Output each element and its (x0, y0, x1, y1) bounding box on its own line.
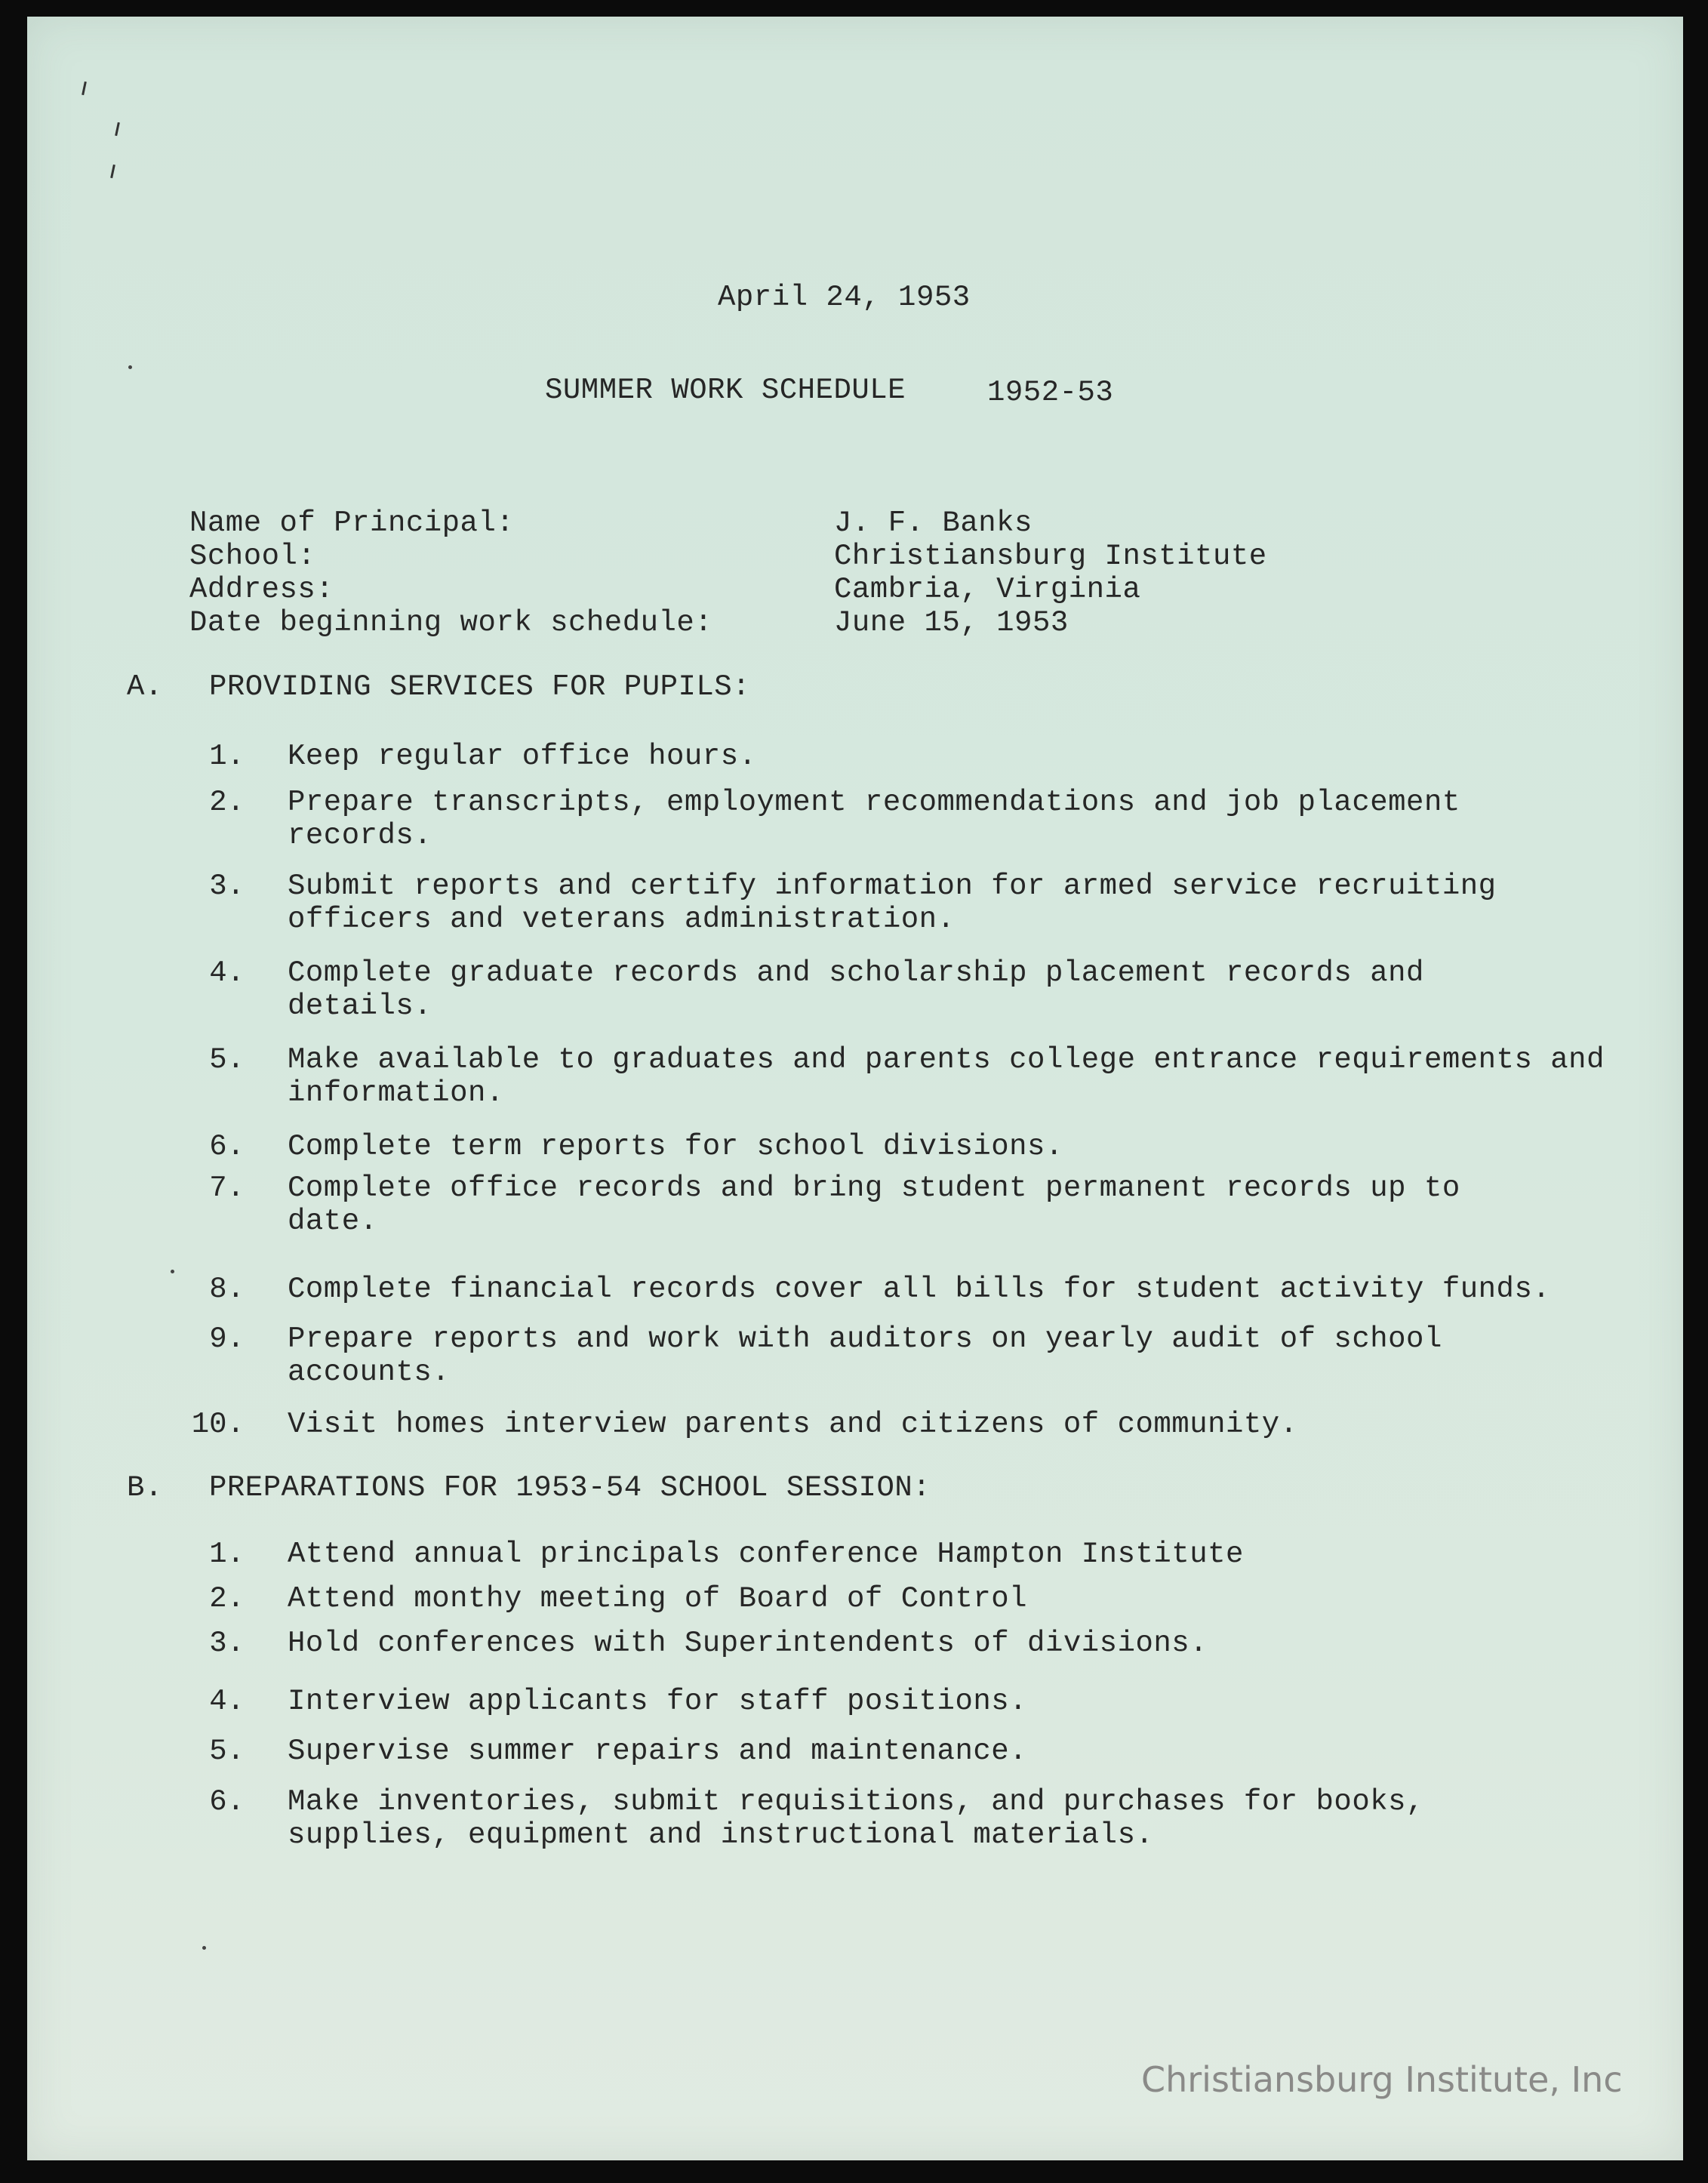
item-number: 5. (209, 1043, 245, 1076)
item-number: 3. (209, 870, 245, 903)
info-value-principal: J. F. Banks (834, 506, 1032, 540)
list-item: Complete financial records cover all bills for student activity funds. (288, 1273, 1551, 1306)
list-item: Submit reports and certify information for armed service recruiting officers and veterans administration. (288, 870, 1497, 936)
item-number: 3. (209, 1627, 245, 1660)
item-number: 1. (209, 740, 245, 773)
document-date: April 24, 1953 (718, 281, 971, 314)
item-number: 1. (209, 1538, 245, 1571)
list-item: Prepare reports and work with auditors on yearly audit of school accounts. (288, 1322, 1442, 1389)
pencil-mark (115, 122, 120, 136)
list-item: Complete term reports for school divisions. (288, 1130, 1063, 1163)
section-a-heading: PROVIDING SERVICES FOR PUPILS: (209, 670, 751, 704)
list-item: Keep regular office hours. (288, 740, 757, 773)
list-item: Hold conferences with Superintendents of divisions. (288, 1627, 1208, 1660)
info-label-date: Date beginning work schedule: (189, 606, 713, 639)
ink-speck (171, 1270, 174, 1273)
section-a-letter: A. (127, 670, 163, 704)
list-item: Attend annual principals conference Hampton Institute (288, 1538, 1244, 1571)
section-b-letter: B. (127, 1471, 163, 1504)
info-label-address: Address: (189, 573, 334, 606)
ink-speck (202, 1946, 206, 1950)
info-label-principal: Name of Principal: (189, 506, 515, 540)
list-item: Prepare transcripts, employment recommendations and job placement records. (288, 786, 1460, 852)
document-title-year: 1952-53 (987, 376, 1114, 409)
ink-speck (128, 365, 132, 369)
item-number: 4. (209, 1685, 245, 1718)
item-number: 7. (209, 1172, 245, 1205)
pencil-mark (82, 82, 87, 95)
item-number: 6. (209, 1130, 245, 1163)
document-page (27, 17, 1683, 2160)
section-b-heading: PREPARATIONS FOR 1953-54 SCHOOL SESSION: (209, 1471, 931, 1504)
list-item: Complete office records and bring student permanent records up to date. (288, 1172, 1460, 1238)
watermark: Christiansburg Institute, Inc (1141, 2059, 1623, 2100)
list-item: Visit homes interview parents and citizens of community. (288, 1408, 1298, 1441)
item-number: 5. (209, 1735, 245, 1768)
info-value-address: Cambria, Virginia (834, 573, 1141, 606)
pencil-mark (110, 165, 115, 178)
item-number: 6. (209, 1785, 245, 1818)
item-number: 9. (209, 1322, 245, 1356)
list-item: Complete graduate records and scholarship placement records and details. (288, 956, 1424, 1023)
item-number: 4. (209, 956, 245, 990)
item-number: 2. (209, 786, 245, 819)
list-item: Make available to graduates and parents college entrance requirements and information. (288, 1043, 1605, 1110)
list-item: Make inventories, submit requisitions, and purchases for books, supplies, equipment and instructional materials. (288, 1785, 1424, 1852)
info-label-school: School: (189, 540, 316, 573)
document-title: SUMMER WORK SCHEDULE (545, 374, 906, 407)
list-item: Interview applicants for staff positions. (288, 1685, 1028, 1718)
info-value-school: Christiansburg Institute (834, 540, 1267, 573)
item-number: 8. (209, 1273, 245, 1306)
info-value-date: June 15, 1953 (834, 606, 1069, 639)
item-number: 10. (191, 1408, 245, 1441)
list-item: Supervise summer repairs and maintenance. (288, 1735, 1028, 1768)
list-item: Attend monthy meeting of Board of Control (288, 1582, 1028, 1615)
item-number: 2. (209, 1582, 245, 1615)
